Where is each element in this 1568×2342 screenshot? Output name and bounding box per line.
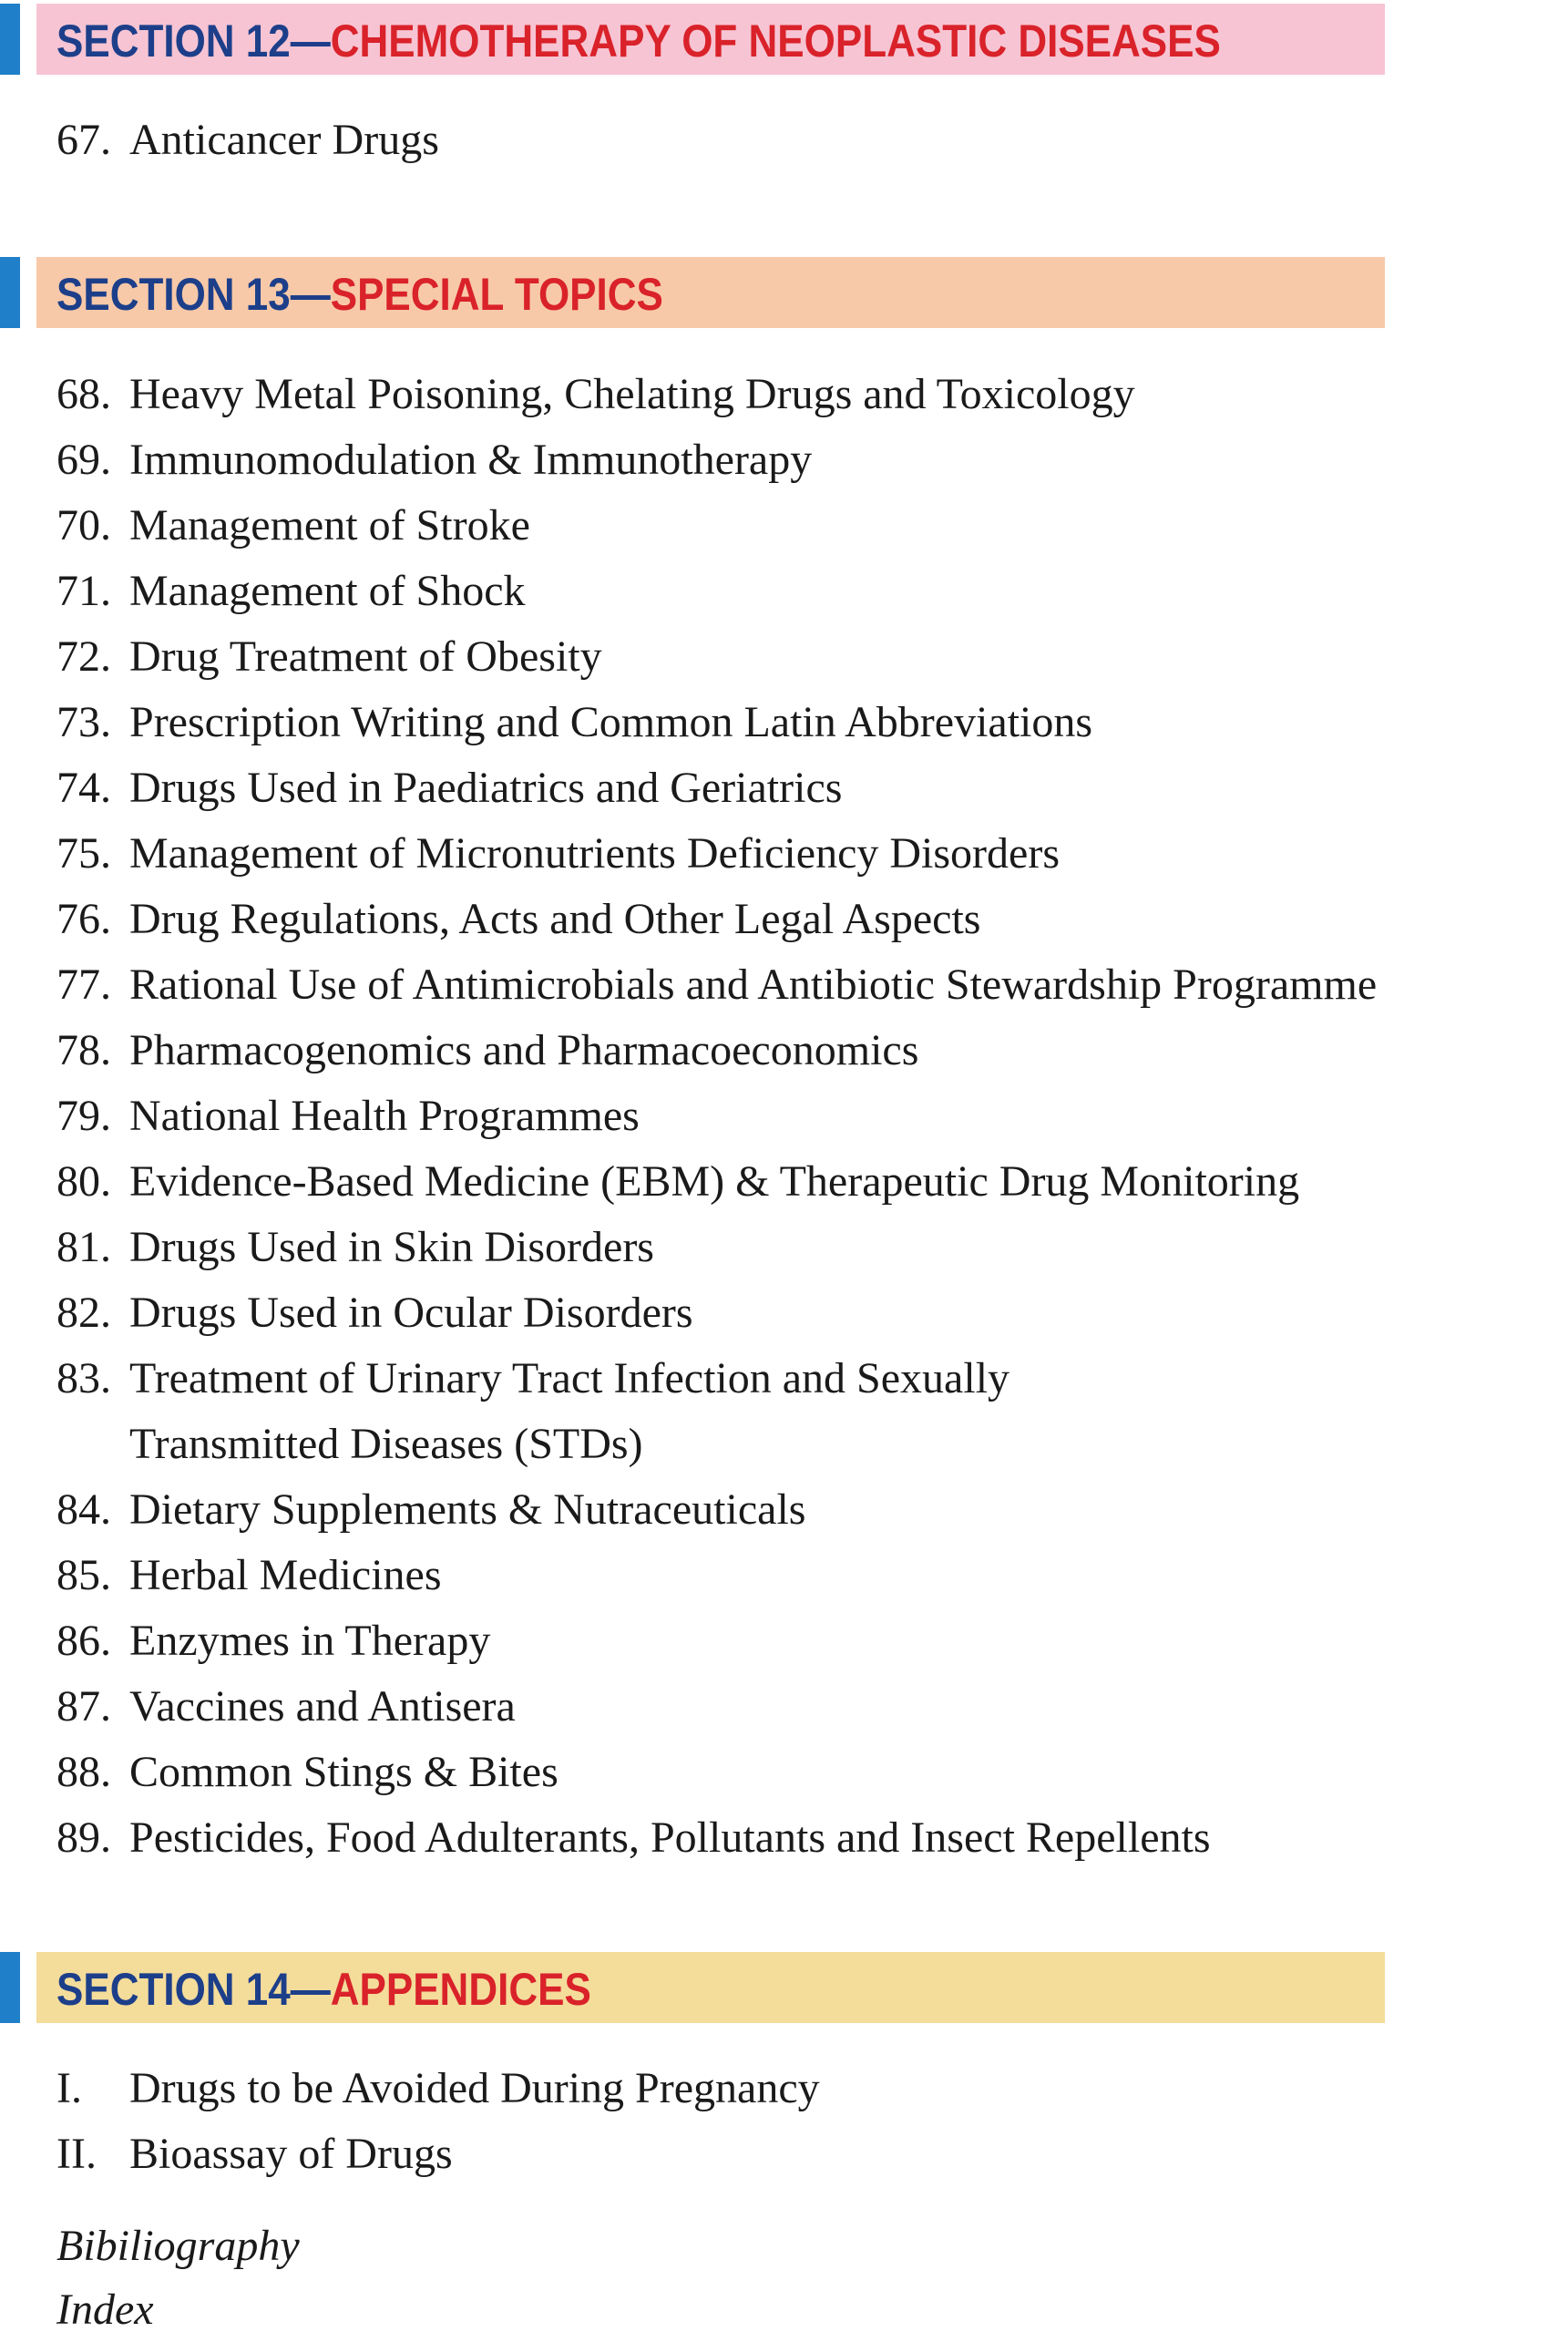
chapter-number: 73. (56, 698, 111, 746)
chapter-number: 70. (56, 501, 111, 550)
section-14-header (0, 1952, 1385, 2023)
section-title (56, 1952, 591, 2023)
chapter-title: Immunomodulation & Immunotherapy (129, 436, 813, 484)
chapter-number: 81. (56, 1223, 111, 1271)
chapter-title: Common Stings & Bites (129, 1748, 559, 1796)
chapter-number: 89. (56, 1813, 111, 1862)
appendix-number: I. (56, 2064, 82, 2112)
section-name: APPENDICES (330, 1964, 591, 2015)
section-dash: — (290, 269, 331, 320)
chapter-number: 71. (56, 567, 111, 615)
section-13-header (0, 257, 1385, 328)
chapter-title: Treatment of Urinary Tract Infection and Sexually Transmitted Diseases (STDs) (129, 1354, 1010, 1468)
chapter-title: Management of Shock (129, 567, 526, 615)
chapter-title: Dietary Supplements & Nutraceuticals (129, 1485, 806, 1534)
section-accent-bar (0, 257, 20, 328)
chapter-number: 85. (56, 1551, 111, 1599)
chapter-number: 74. (56, 764, 111, 812)
chapter-number: 72. (56, 632, 111, 681)
appendix-title: Drugs to be Avoided During Pregnancy (129, 2064, 820, 2112)
chapter-title: Herbal Medicines (129, 1551, 442, 1599)
section-number: SECTION 14 (56, 1964, 291, 2015)
chapter-number: 80. (56, 1157, 111, 1206)
chapter-number: 84. (56, 1485, 111, 1534)
index-entry[interactable]: Index (56, 2286, 154, 2334)
section-number: SECTION 13 (56, 269, 291, 320)
chapter-title: Anticancer Drugs (129, 116, 439, 164)
chapter-title: Heavy Metal Poisoning, Chelating Drugs and Toxicology (129, 370, 1135, 418)
chapter-number: 88. (56, 1748, 111, 1796)
chapter-number: 68. (56, 370, 111, 418)
section-name: CHEMOTHERAPY OF NEOPLASTIC DISEASES (330, 15, 1221, 67)
chapter-title: Enzymes in Therapy (129, 1617, 491, 1665)
bibliography-entry[interactable]: Bibiliography (56, 2222, 300, 2270)
section-title (56, 4, 1221, 75)
chapter-number: 77. (56, 960, 111, 1009)
section-title (56, 257, 663, 328)
chapter-number: 87. (56, 1682, 111, 1731)
chapter-title: Drug Treatment of Obesity (129, 632, 602, 681)
backmatter-list (56, 2214, 300, 2342)
chapter-title: Evidence-Based Medicine (EBM) & Therapeutic Drug Monitoring (129, 1157, 1300, 1206)
chapter-title: Drugs Used in Paediatrics and Geriatrics (129, 764, 843, 812)
section-12-header (0, 4, 1385, 75)
section-name: SPECIAL TOPICS (330, 269, 663, 320)
appendix-title: Bioassay of Drugs (129, 2130, 453, 2178)
chapter-title: Rational Use of Antimicrobials and Antibiotic Stewardship Programme (129, 960, 1378, 1009)
section-accent-bar (0, 1952, 20, 2023)
chapter-number: 86. (56, 1617, 111, 1665)
chapter-number: 78. (56, 1026, 111, 1074)
appendix-number: II. (56, 2130, 97, 2178)
chapter-number: 83. (56, 1354, 111, 1402)
chapter-number: 75. (56, 829, 111, 878)
chapter-number: 69. (56, 436, 111, 484)
chapter-number: 82. (56, 1289, 111, 1337)
chapter-title: National Health Programmes (129, 1092, 640, 1140)
section-dash: — (290, 15, 331, 67)
chapter-number: 79. (56, 1092, 111, 1140)
section-accent-bar (0, 4, 20, 75)
chapter-title: Prescription Writing and Common Latin Abbreviations (129, 698, 1093, 746)
chapter-title: Pharmacogenomics and Pharmacoeconomics (129, 1026, 919, 1074)
chapter-number: 67. (56, 116, 111, 164)
chapter-title: Pesticides, Food Adulterants, Pollutants and Insect Repellents (129, 1813, 1211, 1862)
chapter-title: Management of Stroke (129, 501, 530, 550)
chapter-title: Vaccines and Antisera (129, 1682, 516, 1731)
chapter-number: 76. (56, 895, 111, 943)
chapter-title: Management of Micronutrients Deficiency Disorders (129, 829, 1061, 878)
chapter-title: Drug Regulations, Acts and Other Legal Aspects (129, 895, 981, 943)
chapter-title: Drugs Used in Skin Disorders (129, 1223, 654, 1271)
section-number: SECTION 12 (56, 15, 291, 67)
section-dash: — (290, 1964, 331, 2015)
chapter-title: Drugs Used in Ocular Disorders (129, 1289, 693, 1337)
